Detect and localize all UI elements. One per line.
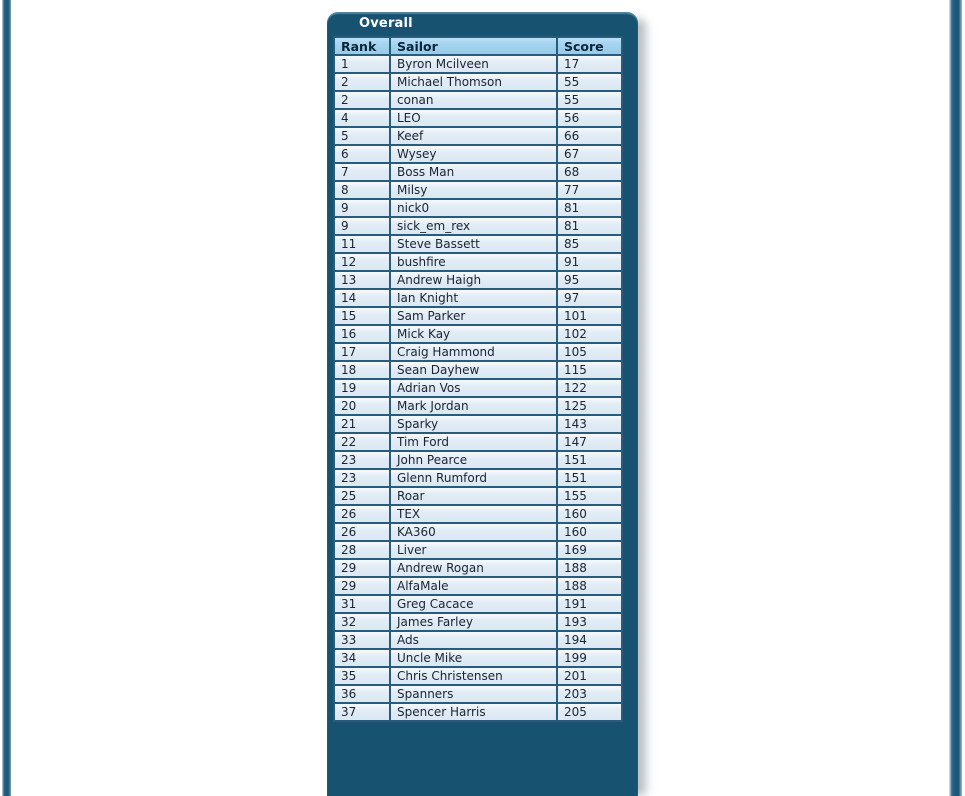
sailor-cell: KA360 xyxy=(390,523,557,541)
table-row xyxy=(334,343,622,361)
table-row xyxy=(334,469,622,487)
sailor-cell: Mick Kay xyxy=(390,325,557,343)
table-row xyxy=(334,541,622,559)
rank-cell: 5 xyxy=(334,127,390,145)
rank-cell: 26 xyxy=(334,523,390,541)
sailor-cell: conan xyxy=(390,91,557,109)
score-cell: 66 xyxy=(557,127,622,145)
score-cell: 68 xyxy=(557,163,622,181)
table-row xyxy=(334,703,622,721)
rank-cell: 4 xyxy=(334,109,390,127)
score-cell: 151 xyxy=(557,451,622,469)
rank-cell: 9 xyxy=(334,199,390,217)
sailor-cell: Sparky xyxy=(390,415,557,433)
table-row xyxy=(334,667,622,685)
score-column-header: Score xyxy=(557,37,622,55)
table-row xyxy=(334,397,622,415)
rank-cell: 26 xyxy=(334,505,390,523)
rank-cell: 29 xyxy=(334,577,390,595)
score-cell: 77 xyxy=(557,181,622,199)
sailor-cell: sick_em_rex xyxy=(390,217,557,235)
score-cell: 102 xyxy=(557,325,622,343)
score-cell: 81 xyxy=(557,199,622,217)
rank-cell: 23 xyxy=(334,451,390,469)
sailor-cell: Mark Jordan xyxy=(390,397,557,415)
sailor-cell: Adrian Vos xyxy=(390,379,557,397)
rank-cell: 36 xyxy=(334,685,390,703)
table-row xyxy=(334,595,622,613)
sailor-cell: Liver xyxy=(390,541,557,559)
score-cell: 122 xyxy=(557,379,622,397)
score-cell: 125 xyxy=(557,397,622,415)
score-cell: 194 xyxy=(557,631,622,649)
rank-cell: 25 xyxy=(334,487,390,505)
score-cell: 101 xyxy=(557,307,622,325)
sailor-cell: bushfire xyxy=(390,253,557,271)
rank-cell: 32 xyxy=(334,613,390,631)
rank-cell: 19 xyxy=(334,379,390,397)
table-row xyxy=(334,613,622,631)
sailor-cell: Ads xyxy=(390,631,557,649)
score-cell: 115 xyxy=(557,361,622,379)
rank-cell: 6 xyxy=(334,145,390,163)
rank-cell: 17 xyxy=(334,343,390,361)
sailor-cell: Chris Christensen xyxy=(390,667,557,685)
score-cell: 205 xyxy=(557,703,622,721)
table-row xyxy=(334,577,622,595)
leaderboard-body xyxy=(334,55,622,721)
rank-cell: 33 xyxy=(334,631,390,649)
score-cell: 143 xyxy=(557,415,622,433)
score-cell: 193 xyxy=(557,613,622,631)
table-row xyxy=(334,487,622,505)
table-row xyxy=(334,289,622,307)
table-row xyxy=(334,181,622,199)
leaderboard-table xyxy=(333,36,623,722)
table-row xyxy=(334,649,622,667)
score-cell: 169 xyxy=(557,541,622,559)
table-row xyxy=(334,451,622,469)
rank-cell: 8 xyxy=(334,181,390,199)
sailor-column-header: Sailor xyxy=(390,37,557,55)
table-header-row xyxy=(334,37,622,55)
score-cell: 191 xyxy=(557,595,622,613)
rank-cell: 11 xyxy=(334,235,390,253)
score-cell: 203 xyxy=(557,685,622,703)
rank-cell: 9 xyxy=(334,217,390,235)
table-row xyxy=(334,325,622,343)
table-row xyxy=(334,199,622,217)
sailor-cell: Boss Man xyxy=(390,163,557,181)
score-cell: 81 xyxy=(557,217,622,235)
sailor-cell: Andrew Rogan xyxy=(390,559,557,577)
rank-cell: 23 xyxy=(334,469,390,487)
score-cell: 147 xyxy=(557,433,622,451)
table-row xyxy=(334,73,622,91)
rank-cell: 18 xyxy=(334,361,390,379)
rank-column-header: Rank xyxy=(334,37,390,55)
rank-cell: 34 xyxy=(334,649,390,667)
score-cell: 95 xyxy=(557,271,622,289)
table-row xyxy=(334,631,622,649)
table-row xyxy=(334,559,622,577)
table-row xyxy=(334,505,622,523)
score-cell: 55 xyxy=(557,73,622,91)
rank-cell: 15 xyxy=(334,307,390,325)
sailor-cell: Wysey xyxy=(390,145,557,163)
sailor-cell: Andrew Haigh xyxy=(390,271,557,289)
table-row xyxy=(334,127,622,145)
score-cell: 105 xyxy=(557,343,622,361)
sailor-cell: AlfaMale xyxy=(390,577,557,595)
sailor-cell: Glenn Rumford xyxy=(390,469,557,487)
table-row xyxy=(334,109,622,127)
score-cell: 91 xyxy=(557,253,622,271)
table-row xyxy=(334,253,622,271)
rank-cell: 2 xyxy=(334,73,390,91)
table-row xyxy=(334,307,622,325)
table-row xyxy=(334,55,622,73)
sailor-cell: Keef xyxy=(390,127,557,145)
score-cell: 160 xyxy=(557,505,622,523)
table-row xyxy=(334,523,622,541)
sailor-cell: John Pearce xyxy=(390,451,557,469)
rank-cell: 29 xyxy=(334,559,390,577)
rank-cell: 22 xyxy=(334,433,390,451)
sailor-cell: Greg Cacace xyxy=(390,595,557,613)
sailor-cell: Michael Thomson xyxy=(390,73,557,91)
sailor-cell: Craig Hammond xyxy=(390,343,557,361)
sailor-cell: Milsy xyxy=(390,181,557,199)
sailor-cell: Uncle Mike xyxy=(390,649,557,667)
rank-cell: 1 xyxy=(334,55,390,73)
sailor-cell: Byron Mcilveen xyxy=(390,55,557,73)
rank-cell: 13 xyxy=(334,271,390,289)
rank-cell: 37 xyxy=(334,703,390,721)
sailor-cell: Roar xyxy=(390,487,557,505)
table-row xyxy=(334,145,622,163)
score-cell: 85 xyxy=(557,235,622,253)
table-row xyxy=(334,379,622,397)
table-row xyxy=(334,163,622,181)
rank-cell: 2 xyxy=(334,91,390,109)
rank-cell: 20 xyxy=(334,397,390,415)
sailor-cell: LEO xyxy=(390,109,557,127)
score-cell: 201 xyxy=(557,667,622,685)
table-row xyxy=(334,361,622,379)
score-cell: 188 xyxy=(557,559,622,577)
score-cell: 67 xyxy=(557,145,622,163)
sailor-cell: James Farley xyxy=(390,613,557,631)
score-cell: 199 xyxy=(557,649,622,667)
table-row xyxy=(334,235,622,253)
score-cell: 151 xyxy=(557,469,622,487)
sailor-cell: Tim Ford xyxy=(390,433,557,451)
leaderboard-panel xyxy=(327,12,638,796)
sailor-cell: Steve Bassett xyxy=(390,235,557,253)
rank-cell: 21 xyxy=(334,415,390,433)
score-cell: 188 xyxy=(557,577,622,595)
right-page-border xyxy=(949,0,962,796)
sailor-cell: Spanners xyxy=(390,685,557,703)
sailor-cell: Sam Parker xyxy=(390,307,557,325)
rank-cell: 12 xyxy=(334,253,390,271)
rank-cell: 14 xyxy=(334,289,390,307)
table-row xyxy=(334,217,622,235)
sailor-cell: Ian Knight xyxy=(390,289,557,307)
score-cell: 155 xyxy=(557,487,622,505)
rank-cell: 35 xyxy=(334,667,390,685)
sailor-cell: Spencer Harris xyxy=(390,703,557,721)
panel-title: Overall xyxy=(359,16,413,31)
score-cell: 55 xyxy=(557,91,622,109)
rank-cell: 31 xyxy=(334,595,390,613)
table-row xyxy=(334,433,622,451)
table-row xyxy=(334,415,622,433)
score-cell: 17 xyxy=(557,55,622,73)
sailor-cell: TEX xyxy=(390,505,557,523)
sailor-cell: nick0 xyxy=(390,199,557,217)
table-row xyxy=(334,271,622,289)
sailor-cell: Sean Dayhew xyxy=(390,361,557,379)
table-row xyxy=(334,685,622,703)
score-cell: 97 xyxy=(557,289,622,307)
left-page-border xyxy=(2,0,11,796)
rank-cell: 16 xyxy=(334,325,390,343)
score-cell: 160 xyxy=(557,523,622,541)
table-row xyxy=(334,91,622,109)
score-cell: 56 xyxy=(557,109,622,127)
rank-cell: 7 xyxy=(334,163,390,181)
rank-cell: 28 xyxy=(334,541,390,559)
